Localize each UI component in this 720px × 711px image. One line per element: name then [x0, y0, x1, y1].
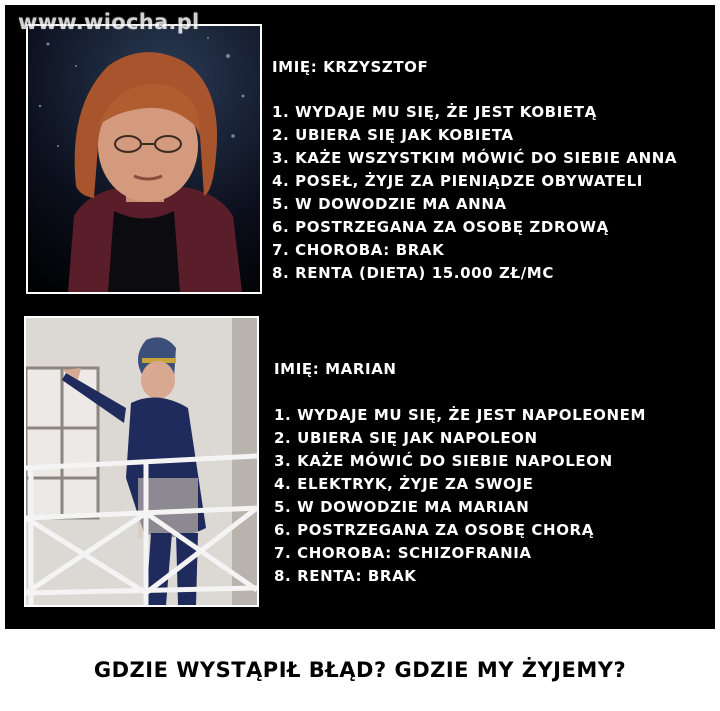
- watermark: www.wiocha.pl: [18, 10, 200, 34]
- portrait-illustration-1: [28, 26, 260, 292]
- list-item: 3. KAŻE WSZYSTKIM MÓWIĆ DO SIEBIE ANNA: [272, 149, 678, 167]
- list-item: 5. W DOWODZIE MA MARIAN: [274, 498, 530, 516]
- list-item: 2. UBIERA SIĘ JAK NAPOLEON: [274, 429, 538, 447]
- list-item: 4. ELEKTRYK, ŻYJE ZA SWOJE: [274, 475, 534, 493]
- list-item: 1. WYDAJE MU SIĘ, ŻE JEST NAPOLEONEM: [274, 406, 646, 424]
- list-item: 1. WYDAJE MU SIĘ, ŻE JEST KOBIETĄ: [272, 103, 597, 121]
- list-item: 6. POSTRZEGANA ZA OSOBĘ ZDROWĄ: [272, 218, 609, 236]
- photo-person-2: [24, 316, 259, 607]
- caption-bar: [0, 629, 720, 711]
- portrait-illustration-2: [26, 318, 257, 605]
- list-item: 3. KAŻE MÓWIĆ DO SIEBIE NAPOLEON: [274, 452, 613, 470]
- person-2-name: IMIĘ: MARIAN: [274, 360, 397, 378]
- list-item: 8. RENTA: BRAK: [274, 567, 417, 585]
- list-item: 4. POSEŁ, ŻYJE ZA PIENIĄDZE OBYWATELI: [272, 172, 643, 190]
- list-item: 2. UBIERA SIĘ JAK KOBIETA: [272, 126, 514, 144]
- list-item: 8. RENTA (DIETA) 15.000 ZŁ/MC: [272, 264, 554, 282]
- list-item: 5. W DOWODZIE MA ANNA: [272, 195, 507, 213]
- person-1-name: IMIĘ: KRZYSZTOF: [272, 58, 429, 76]
- list-item: 7. CHOROBA: SCHIZOFRANIA: [274, 544, 532, 562]
- list-item: 6. POSTRZEGANA ZA OSOBĘ CHORĄ: [274, 521, 594, 539]
- photo-person-1: [26, 24, 262, 294]
- caption-text: GDZIE WYSTĄPIŁ BŁĄD? GDZIE MY ŻYJEMY?: [93, 658, 627, 682]
- list-item: 7. CHOROBA: BRAK: [272, 241, 445, 259]
